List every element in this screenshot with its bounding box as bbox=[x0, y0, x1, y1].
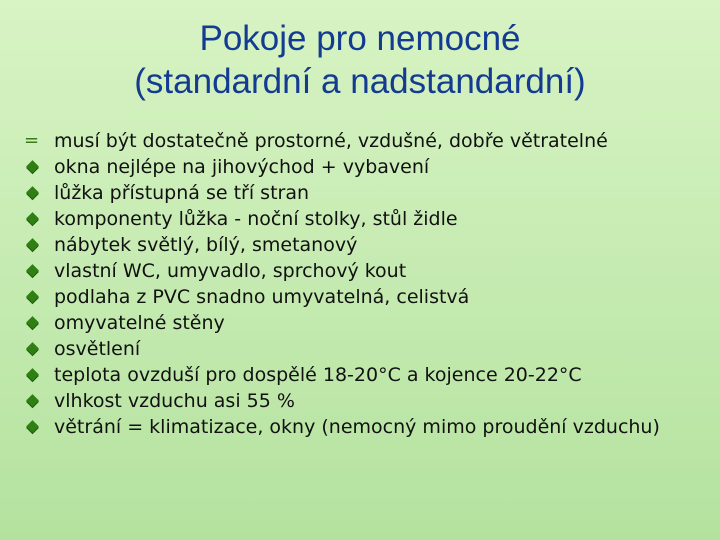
list-item-text: teplota ovzduší pro dospělé 18-20°C a kojence 20-22°C bbox=[54, 364, 582, 386]
title-line-2: (standardní a nadstandardní) bbox=[134, 61, 586, 101]
list-item bbox=[24, 206, 688, 232]
list-item bbox=[24, 154, 688, 180]
bullet-list bbox=[24, 128, 688, 440]
slide-title bbox=[40, 18, 680, 103]
list-item-text: omyvatelné stěny bbox=[54, 312, 225, 334]
diamond-bullet-icon bbox=[26, 160, 39, 173]
diamond-bullet-icon bbox=[26, 290, 39, 303]
list-item bbox=[24, 414, 688, 440]
equals-marker: = bbox=[24, 130, 40, 151]
diamond-bullet-icon bbox=[26, 212, 39, 225]
diamond-bullet-icon bbox=[26, 420, 39, 433]
diamond-bullet-icon bbox=[26, 264, 39, 277]
list-item-text: komponenty lůžka - noční stolky, stůl židle bbox=[54, 208, 458, 230]
list-item-text: lůžka přístupná se tří stran bbox=[54, 182, 310, 204]
list-item bbox=[24, 388, 688, 414]
diamond-bullet-icon bbox=[26, 186, 39, 199]
list-item bbox=[24, 180, 688, 206]
list-item-text: nábytek světlý, bílý, smetanový bbox=[54, 234, 358, 256]
list-item-text: větrání = klimatizace, okny (nemocný mimo proudění vzduchu) bbox=[54, 416, 660, 438]
diamond-bullet-icon bbox=[26, 238, 39, 251]
list-item-text: musí být dostatečně prostorné, vzdušné, dobře větratelné bbox=[54, 130, 608, 152]
list-item-text: podlaha z PVC snadno umyvatelná, celistvá bbox=[54, 286, 470, 308]
diamond-bullet-icon bbox=[26, 316, 39, 329]
list-item-text: vlhkost vzduchu asi 55 % bbox=[54, 390, 295, 412]
diamond-bullet-icon bbox=[26, 368, 39, 381]
diamond-bullet-icon bbox=[26, 342, 39, 355]
list-item-text: okna nejlépe na jihovýchod + vybavení bbox=[54, 156, 430, 178]
list-item bbox=[24, 258, 688, 284]
list-item bbox=[24, 232, 688, 258]
list-item-text: vlastní WC, umyvadlo, sprchový kout bbox=[54, 260, 407, 282]
title-line-1: Pokoje pro nemocné bbox=[199, 19, 521, 58]
list-item bbox=[24, 128, 688, 154]
list-item bbox=[24, 336, 688, 362]
list-item bbox=[24, 310, 688, 336]
diamond-bullet-icon bbox=[26, 394, 39, 407]
list-item-text: osvětlení bbox=[54, 338, 141, 360]
list-item bbox=[24, 362, 688, 388]
list-item bbox=[24, 284, 688, 310]
